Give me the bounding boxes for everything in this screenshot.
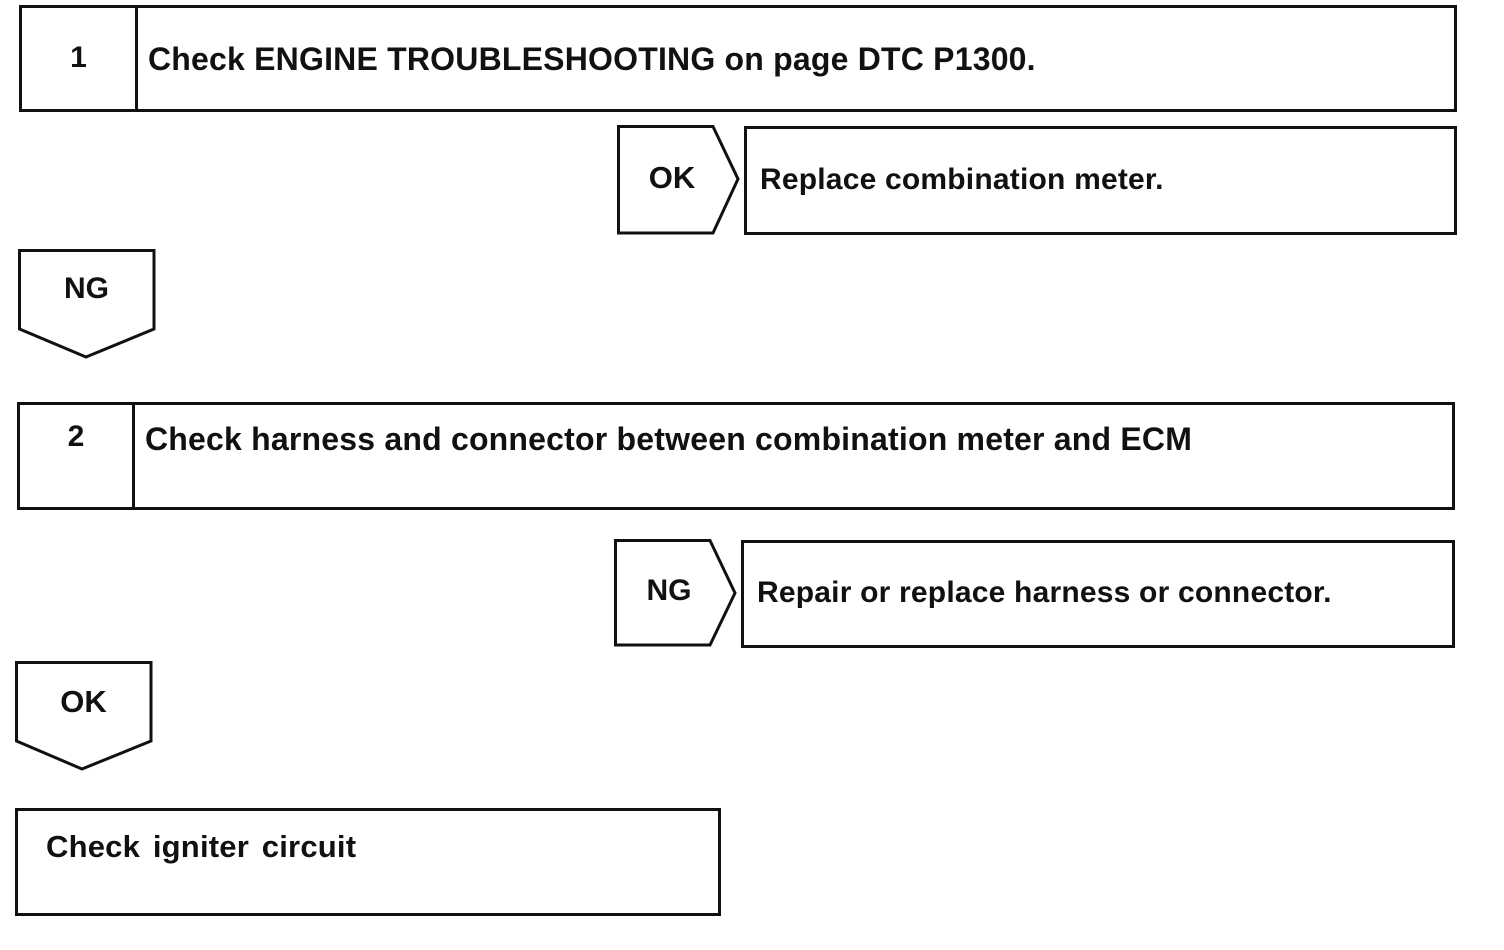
branch-2-action-box [741, 540, 1455, 648]
down-arrow-1-label: NG [64, 272, 109, 305]
branch-2-action-text: Repair or replace harness or connector. [757, 576, 1332, 609]
step-1-number: 1 [22, 8, 138, 109]
step-2-text: Check harness and connector between combination meter and ECM [145, 421, 1193, 457]
branch-1-action-box [744, 126, 1457, 235]
step-2-number: 2 [20, 405, 135, 507]
branch-1-action-text: Replace combination meter. [760, 163, 1164, 196]
branch-1-label: OK [648, 160, 696, 195]
branch-2-label: NG [646, 574, 692, 607]
step-1-box [19, 5, 1457, 112]
step-1-text: Check ENGINE TROUBLESHOOTING on page DTC P1300. [148, 41, 1036, 77]
final-step-box [15, 808, 721, 916]
step-2-box [17, 402, 1455, 510]
down-arrow-2-label: OK [60, 684, 107, 719]
final-step-text: Check igniter circuit [46, 829, 357, 864]
